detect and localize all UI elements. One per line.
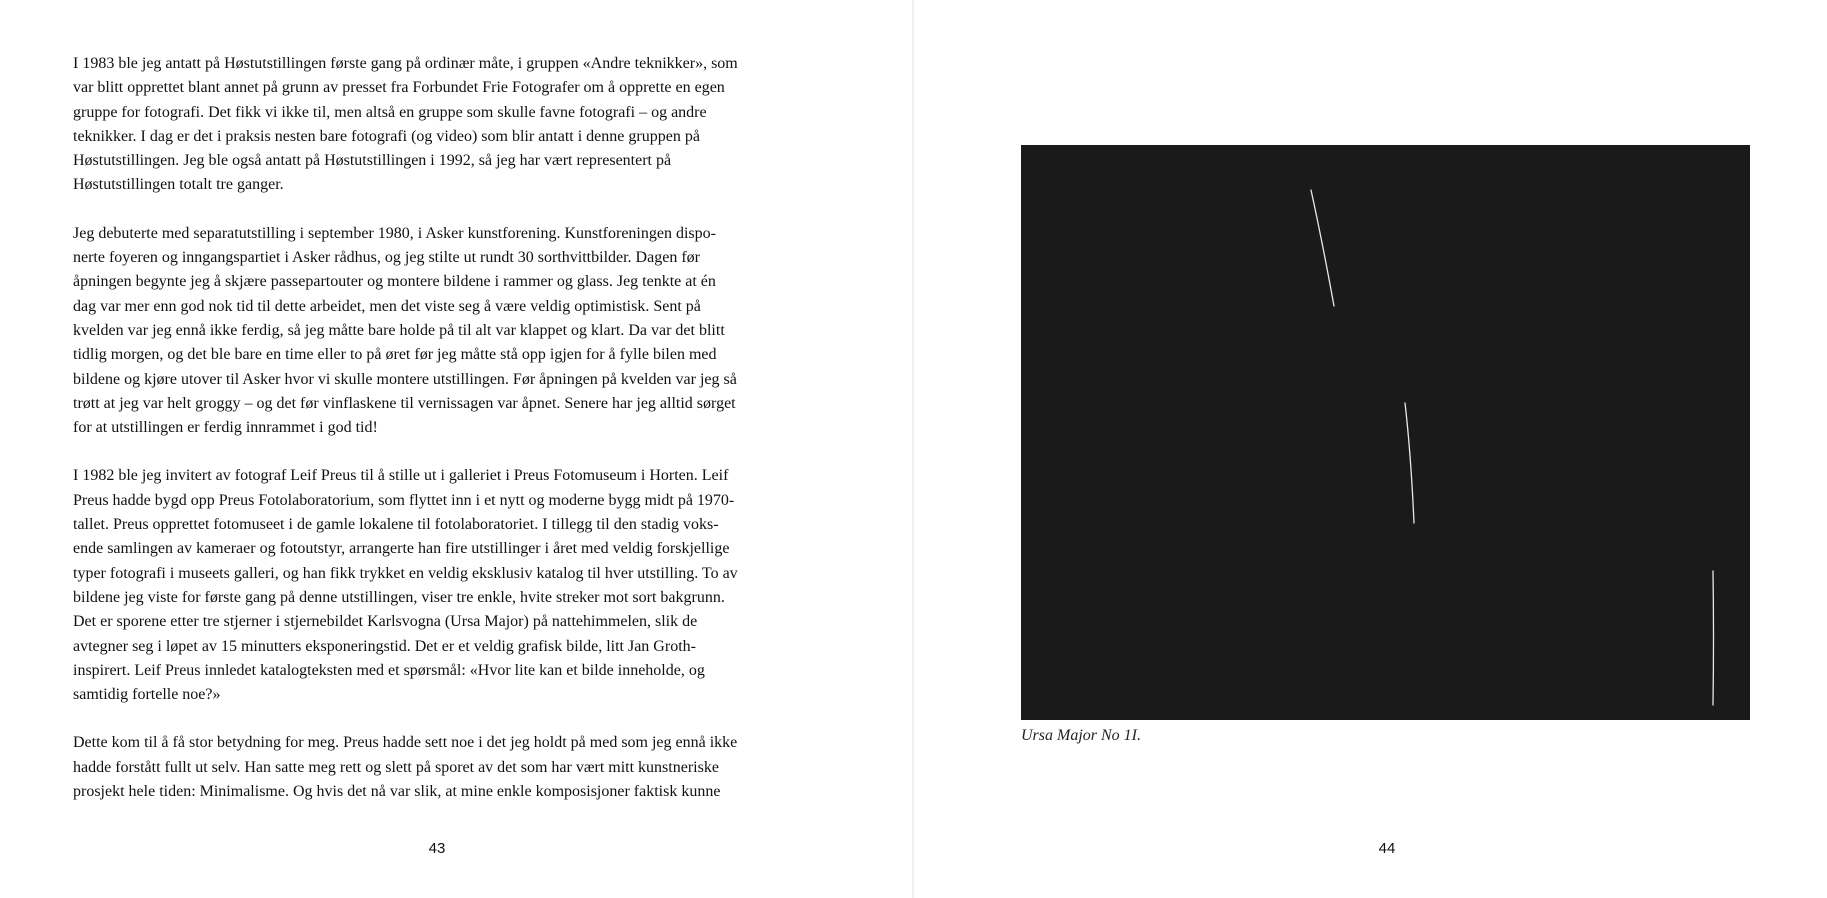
night-sky-background xyxy=(1021,145,1750,720)
paragraph-2: Jeg debuterte med separatutstilling i september 1980, i Asker kunstforening. Kunstforeningen dispo- nerte foyeren og inngangspartiet i Asker rådhus, og jeg stilte ut rundt 30 sorthvittbilder. Dagen før åpningen begynte jeg å skjære passepartouter og montere bildene i rammer og glass. Jeg tenkte at én dag var mer enn god nok tid til dette arbeidet, men det viste seg å være veldig optimistisk. Sent på kvelden var jeg ennå ikke ferdig, så jeg måtte bare holde på til alt var klappet og klart. Da var det blitt tidlig morgen, og det ble bare en time eller to på øret før jeg måtte stå opp igjen for å fylle bilen med bildene og kjøre utover til Asker hvor vi skulle montere utstillingen. Før åpningen på kvelden var jeg så trøtt at jeg var helt groggy – og det før vinflaskene til vernissagen var åpnet. Senere har jeg alltid sørget for at utstillingen er ferdig innrammet i god tid! xyxy=(73,224,737,437)
photo-caption: Ursa Major No 1I. xyxy=(1021,727,1142,744)
page-number-right: 44 xyxy=(1378,840,1396,857)
body-text xyxy=(73,52,785,804)
paragraph-3: I 1982 ble jeg invitert av fotograf Leif Preus til å stille ut i galleriet i Preus Fotomuseum i Horten. Leif Preus hadde bygd opp Preus Fotolaboratorium, som flyttet inn i et nytt og moderne bygg midt på 1970- tallet. Preus opprettet fotomuseet i de gamle lokalene til fotolaboratoriet. I tillegg til den stadig voks- ende samlingen av kameraer og fotoutstyr, arrangerte han fire utstillinger i året med veldig forskjellige typer fotografi i museets galleri, og han fikk trykket en veldig eksklusiv katalog til hver utstilling. To av bildene jeg viste for første gang på denne utstillingen, viser tre enkle, hvite streker mot sort bakgrunn. Det er sporene etter tre stjerner i stjernebildet Karlsvogna (Ursa Major) på nattehimmelen, slik de avtegner seg i løpet av 15 minutters eksponeringstid. Det er et veldig grafisk bilde, litt Jan Groth- inspirert. Leif Preus innledet katalogteksten med et spørsmål: «Hvor lite kan et bilde inneholde, og samtidig fortelle noe?» xyxy=(73,467,738,704)
paragraph-1: I 1983 ble jeg antatt på Høstutstillingen første gang på ordinær måte, i gruppen «Andre teknikker», som var blitt opprettet blant annet på grunn av presset fra Forbundet Frie Fotografer om å opprette en egen gruppe for fotografi. Det fikk vi ikke til, men altså en gruppe som skulle favne fotografi – og andre teknikker. I dag er det i praksis nesten bare fotografi (og video) som blir antatt i denne gruppen på Høstutstillingen. Jeg ble også antatt på Høstutstillingen i 1992, så jeg har vært representert på Høstutstillingen totalt tre ganger. xyxy=(73,55,738,194)
star-trails xyxy=(1021,145,1750,720)
star-trail-photo xyxy=(1021,145,1750,720)
page-number-left: 43 xyxy=(428,840,446,857)
left-page xyxy=(0,0,912,898)
star-trail-3 xyxy=(1713,571,1714,705)
right-page xyxy=(914,0,1827,898)
paragraph-4: Dette kom til å få stor betydning for meg. Preus hadde sett noe i det jeg holdt på med som jeg ennå ikke hadde forstått fullt ut selv. Han satte meg rett og slett på sporet av det som har vært mitt kunstneriske prosjekt hele tiden: Minimalisme. Og hvis det nå var slik, at mine enkle komposisjoner faktisk kunne xyxy=(73,734,738,801)
